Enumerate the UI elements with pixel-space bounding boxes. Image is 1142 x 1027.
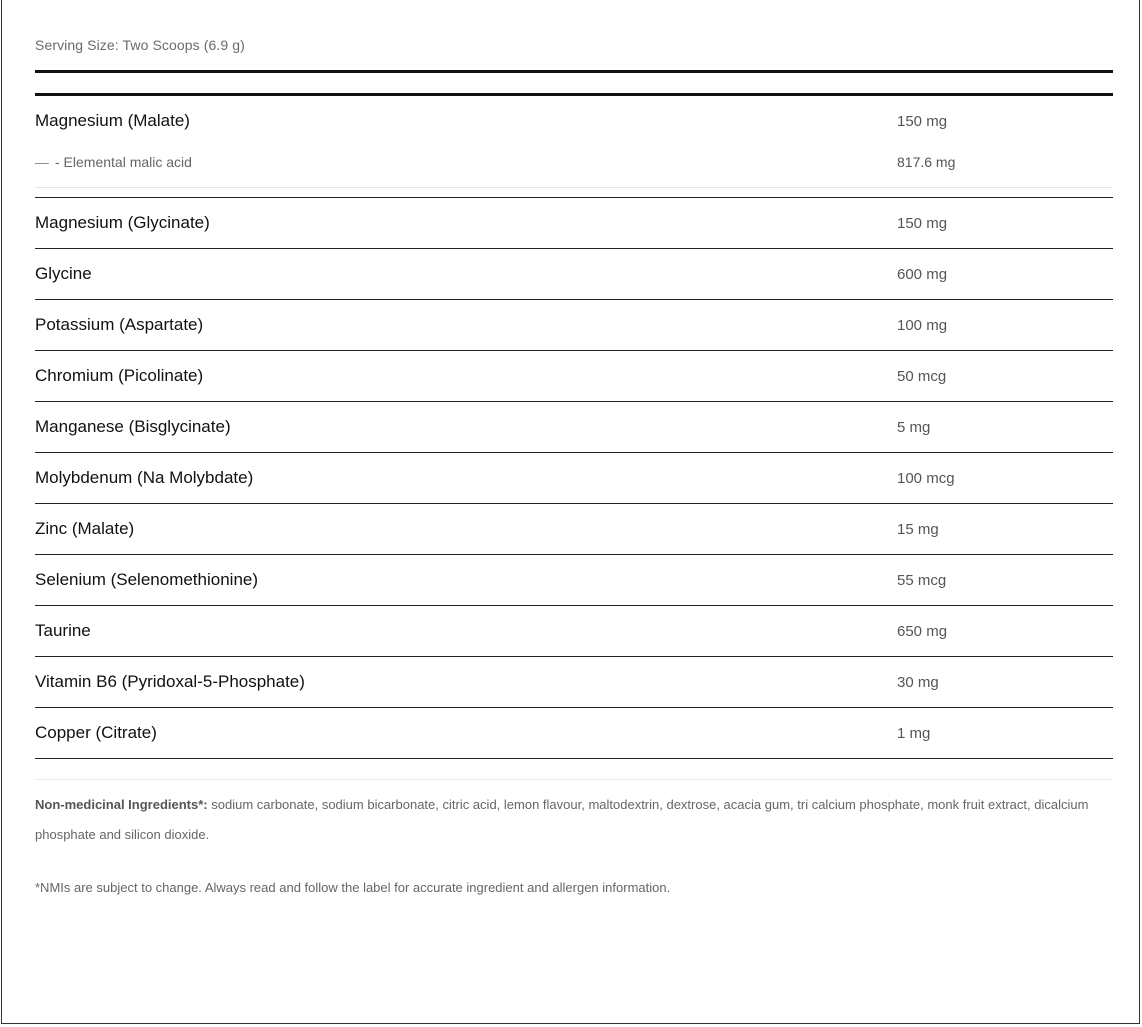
- ingredient-name: Magnesium (Malate): [35, 111, 190, 130]
- header-divider-top: [35, 70, 1113, 73]
- ingredient-row: [35, 198, 1113, 249]
- ingredient-row: [35, 657, 1113, 708]
- sub-ingredient-amount: 817.6 mg: [897, 154, 956, 170]
- ingredient-row-magnesium-malate: [35, 96, 1113, 188]
- ingredient-name: Vitamin B6 (Pyridoxal-5-Phosphate): [35, 672, 305, 691]
- non-medicinal-label: Non-medicinal Ingredients*:: [35, 797, 208, 812]
- sub-ingredient-name: [35, 154, 192, 170]
- sub-ingredient-dash: —: [35, 154, 49, 170]
- ingredient-row: [35, 300, 1113, 351]
- ingredient-amount: 15 mg: [897, 521, 939, 538]
- ingredient-amount: 100 mg: [897, 317, 948, 334]
- ingredient-row: [35, 249, 1113, 300]
- ingredient-amount: 150 mg: [897, 215, 948, 232]
- ingredient-row: [35, 606, 1113, 657]
- ingredient-name: Magnesium (Glycinate): [35, 213, 210, 232]
- ingredient-row: [35, 453, 1113, 504]
- ingredient-amount: 650 mg: [897, 623, 948, 640]
- nmi-disclaimer: *NMIs are subject to change. Always read and follow the label for accurate ingredient and allergen information.: [35, 880, 671, 895]
- ingredient-name: Potassium (Aspartate): [35, 315, 204, 334]
- ingredient-name: Copper (Citrate): [35, 723, 157, 742]
- ingredient-amount: 5 mg: [897, 419, 931, 436]
- ingredient-name: Manganese (Bisglycinate): [35, 417, 231, 436]
- ingredient-amount: 600 mg: [897, 266, 948, 283]
- sub-ingredient-label: - Elemental malic acid: [55, 154, 192, 170]
- ingredient-row: [35, 351, 1113, 402]
- ingredient-name: Zinc (Malate): [35, 519, 135, 538]
- ingredient-row: [35, 555, 1113, 606]
- ingredient-row: [35, 402, 1113, 453]
- serving-size: Serving Size: Two Scoops (6.9 g): [35, 37, 245, 53]
- ingredient-name: Molybdenum (Na Molybdate): [35, 468, 254, 487]
- non-medicinal-text: sodium carbonate, sodium bicarbonate, citric acid, lemon flavour, maltodextrin, dextrose, acacia gum, tri calcium phosphate, monk fruit extract, dicalcium phosphate and silicon dioxide.: [35, 797, 1089, 842]
- ingredient-row: [35, 504, 1113, 555]
- non-medicinal-ingredients: [35, 790, 1113, 850]
- ingredient-amount: 30 mg: [897, 674, 939, 691]
- section-divider: [35, 779, 1113, 780]
- ingredient-name: Chromium (Picolinate): [35, 366, 204, 385]
- ingredient-amount: 50 mcg: [897, 368, 947, 385]
- ingredient-amount: 100 mcg: [897, 470, 955, 487]
- ingredient-amount: 150 mg: [897, 113, 948, 130]
- ingredient-amount: 55 mcg: [897, 572, 947, 589]
- ingredient-name: Taurine: [35, 621, 91, 640]
- ingredient-name: Selenium (Selenomethionine): [35, 570, 259, 589]
- ingredient-row: [35, 708, 1113, 759]
- ingredient-name: Glycine: [35, 264, 92, 283]
- ingredient-amount: 1 mg: [897, 725, 931, 742]
- supplement-facts-panel: [1, 0, 1140, 1024]
